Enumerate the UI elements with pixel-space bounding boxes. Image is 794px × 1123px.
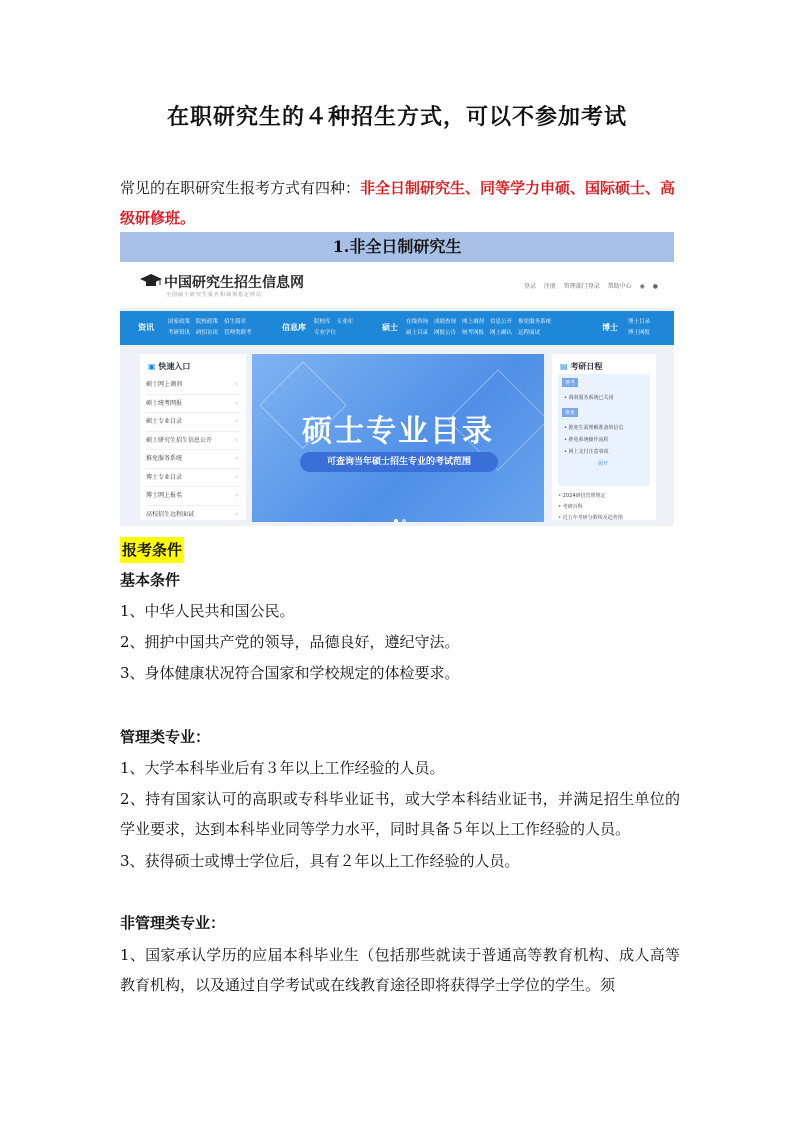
chevron-right-icon: › bbox=[235, 455, 238, 462]
login-link[interactable]: 登录 bbox=[523, 283, 536, 290]
quick-entry-item[interactable]: 硕士网上调剂 › bbox=[146, 376, 240, 395]
embedded-website-screenshot bbox=[120, 264, 674, 526]
non-management-item: 1、国家承认学历的应届本科毕业生（包括那些就读于普通高等教育机构、成人高等教育机构，以及通过自学考试或在线教育途径即将获得学士学位的学生。须 bbox=[120, 946, 680, 994]
nav-link[interactable]: 在线咨询 bbox=[406, 319, 429, 325]
quick-entry-panel bbox=[140, 354, 246, 520]
basic-item: 3、身体健康状况符合国家和学校规定的体检要求。 bbox=[120, 664, 460, 682]
quick-entry-title: ▣ 快速入口 bbox=[148, 362, 191, 371]
schedule-title: ▤ 考研日程 bbox=[560, 362, 603, 371]
site-header bbox=[120, 264, 674, 308]
page-title: 在职研究生的４种招生方式，可以不参加考试 bbox=[166, 104, 627, 130]
nav-link[interactable]: 成绩查询 bbox=[434, 319, 457, 325]
nav-link[interactable]: 远程面试 bbox=[518, 330, 541, 336]
quick-entry-item[interactable]: 博士网上报名 › bbox=[146, 487, 240, 506]
site-subtitle: 全国硕士研究生报名和调剂指定网站 bbox=[166, 292, 263, 298]
help-link[interactable]: 帮助中心 bbox=[607, 283, 632, 290]
quick-entry-item[interactable]: 硕士研究生招生信息公开 › bbox=[146, 432, 240, 451]
chevron-right-icon: › bbox=[235, 473, 238, 481]
chevron-right-icon: › bbox=[235, 436, 238, 444]
nav-link[interactable]: 网上调剂 bbox=[462, 319, 485, 325]
nav-link[interactable]: 研招访谈 bbox=[196, 330, 219, 336]
schedule-item[interactable]: • 推免系统操作流程 bbox=[564, 437, 609, 443]
schedule-box bbox=[558, 374, 650, 486]
nav-items-doctor bbox=[628, 317, 656, 339]
nav-link[interactable]: 专业学位 bbox=[314, 330, 337, 336]
nav-link[interactable]: 统考网报 bbox=[462, 330, 485, 336]
conditions-label: 报考条件 bbox=[120, 537, 184, 563]
carousel-dot[interactable] bbox=[402, 519, 406, 522]
quick-entry-list bbox=[146, 376, 240, 524]
nav-group-master bbox=[378, 311, 578, 345]
admin-login-link[interactable]: 管理部门登录 bbox=[563, 283, 600, 290]
management-item: 2、持有国家认可的高职或专科毕业证书，或大学本科结业证书，并满足招生单位的学业要求，达到本科毕业同等学力水平，同时具备５年以上工作经验的人员。 bbox=[120, 790, 680, 838]
schedule-expand-link[interactable]: 展开 bbox=[598, 461, 609, 467]
quick-entry-icon: ▣ bbox=[148, 362, 156, 371]
intro-highlight: 非全日制研究生、同等学力申硕、国际硕士、高级研修班。 bbox=[120, 179, 676, 227]
nav-link[interactable]: 网报公告 bbox=[434, 330, 457, 336]
carousel-dot[interactable] bbox=[394, 519, 398, 522]
quick-entry-item[interactable]: 博士专业目录 › bbox=[146, 469, 240, 488]
nav-items-master bbox=[406, 317, 557, 339]
intro-prefix: 常见的在职研究生报考方式有四种： bbox=[120, 179, 361, 197]
management-item: 3、获得硕士或博士学位后，具有２年以上工作经验的人员。 bbox=[120, 852, 520, 870]
nav-link[interactable]: 招生简章 bbox=[224, 319, 247, 325]
nav-link[interactable]: 国家政策 bbox=[168, 319, 191, 325]
schedule-bottom-item[interactable]: • 考研百科 bbox=[558, 504, 583, 510]
chevron-right-icon: › bbox=[235, 418, 238, 425]
top-links bbox=[518, 281, 658, 290]
nav-link[interactable]: 硕士目录 bbox=[406, 330, 429, 336]
chevron-right-icon: › bbox=[235, 381, 238, 388]
register-link[interactable]: 注册 bbox=[543, 283, 556, 290]
basic-heading: 基本条件 bbox=[120, 571, 181, 589]
nav-items-news bbox=[168, 317, 258, 339]
weibo-icon[interactable]: ◉ bbox=[639, 283, 645, 290]
nav-group-database bbox=[278, 311, 368, 345]
schedule-panel bbox=[552, 354, 656, 520]
schedule-tag: 推免 bbox=[562, 408, 578, 417]
basic-item: 1、中华人民共和国公民。 bbox=[120, 602, 295, 620]
nav-link[interactable]: 推免服务系统 bbox=[518, 319, 552, 325]
nav-head-master[interactable]: 硕士 bbox=[382, 323, 398, 332]
chevron-right-icon: › bbox=[235, 492, 238, 499]
nav-head-news[interactable]: 资讯 bbox=[138, 323, 154, 332]
nav-group-news bbox=[128, 311, 268, 345]
chevron-right-icon: › bbox=[235, 510, 238, 518]
banner-subtitle: 可查询当年硕士招生专业的考试范围 bbox=[300, 452, 498, 472]
basic-item: 2、拥护中国共产党的领导，品德良好，遵纪守法。 bbox=[120, 633, 460, 651]
schedule-item[interactable]: • 推免生需理解准备的信息 bbox=[564, 425, 624, 431]
graduation-cap-icon bbox=[140, 274, 162, 288]
management-item: 1、大学本科毕业后有３年以上工作经验的人员。 bbox=[120, 759, 445, 777]
quick-entry-item[interactable]: 硕士统考网报 › bbox=[146, 395, 240, 414]
nav-link[interactable]: 博士目录 bbox=[628, 319, 651, 325]
nav-link[interactable]: 博士网报 bbox=[628, 330, 651, 336]
section-heading: 1.非全日制研究生 bbox=[120, 232, 674, 262]
carousel-dots[interactable] bbox=[392, 508, 408, 522]
chevron-right-icon: › bbox=[235, 399, 238, 407]
nav-link[interactable]: 专业库 bbox=[336, 319, 354, 325]
quick-entry-item[interactable]: 高校招生远程面试 › bbox=[146, 506, 240, 525]
schedule-tag: 统考 bbox=[562, 378, 578, 387]
intro-paragraph bbox=[120, 173, 680, 233]
non-management-heading: 非管理类专业： bbox=[120, 914, 226, 932]
schedule-bottom-item[interactable]: • 近五年考研分数线及趋势图 bbox=[558, 515, 623, 521]
nav-group-doctor bbox=[598, 311, 672, 345]
nav-head-doctor[interactable]: 博士 bbox=[602, 323, 618, 332]
banner-title: 硕士专业目录 bbox=[302, 414, 494, 449]
wechat-icon[interactable]: ● bbox=[652, 283, 658, 290]
schedule-item[interactable]: • 网上支付注意事项 bbox=[564, 449, 609, 455]
nav-link[interactable]: 网上确认 bbox=[490, 330, 513, 336]
calendar-icon: ▤ bbox=[560, 362, 568, 371]
nav-head-database[interactable]: 信息库 bbox=[282, 323, 306, 332]
nav-link[interactable]: 管理类联考 bbox=[224, 330, 252, 336]
site-name: 中国研究生招生信息网 bbox=[164, 275, 304, 291]
nav-items-database bbox=[314, 317, 359, 339]
management-heading: 管理类专业： bbox=[120, 728, 211, 746]
nav-link[interactable]: 信息公开 bbox=[490, 319, 513, 325]
quick-entry-item[interactable]: 推免服务系统 › bbox=[146, 450, 240, 469]
nav-link[interactable]: 院校库 bbox=[314, 319, 331, 325]
schedule-item[interactable]: • 调剂服务系统已关闭 bbox=[564, 395, 614, 401]
quick-entry-item[interactable]: 硕士专业目录 › bbox=[146, 413, 240, 432]
nav-link[interactable]: 院校政策 bbox=[196, 319, 219, 325]
schedule-bottom-item[interactable]: • 2024研招管理规定 bbox=[558, 493, 606, 499]
nav-link[interactable]: 考研资讯 bbox=[168, 330, 191, 336]
banner-carousel[interactable] bbox=[252, 354, 544, 522]
site-navbar bbox=[120, 311, 674, 345]
